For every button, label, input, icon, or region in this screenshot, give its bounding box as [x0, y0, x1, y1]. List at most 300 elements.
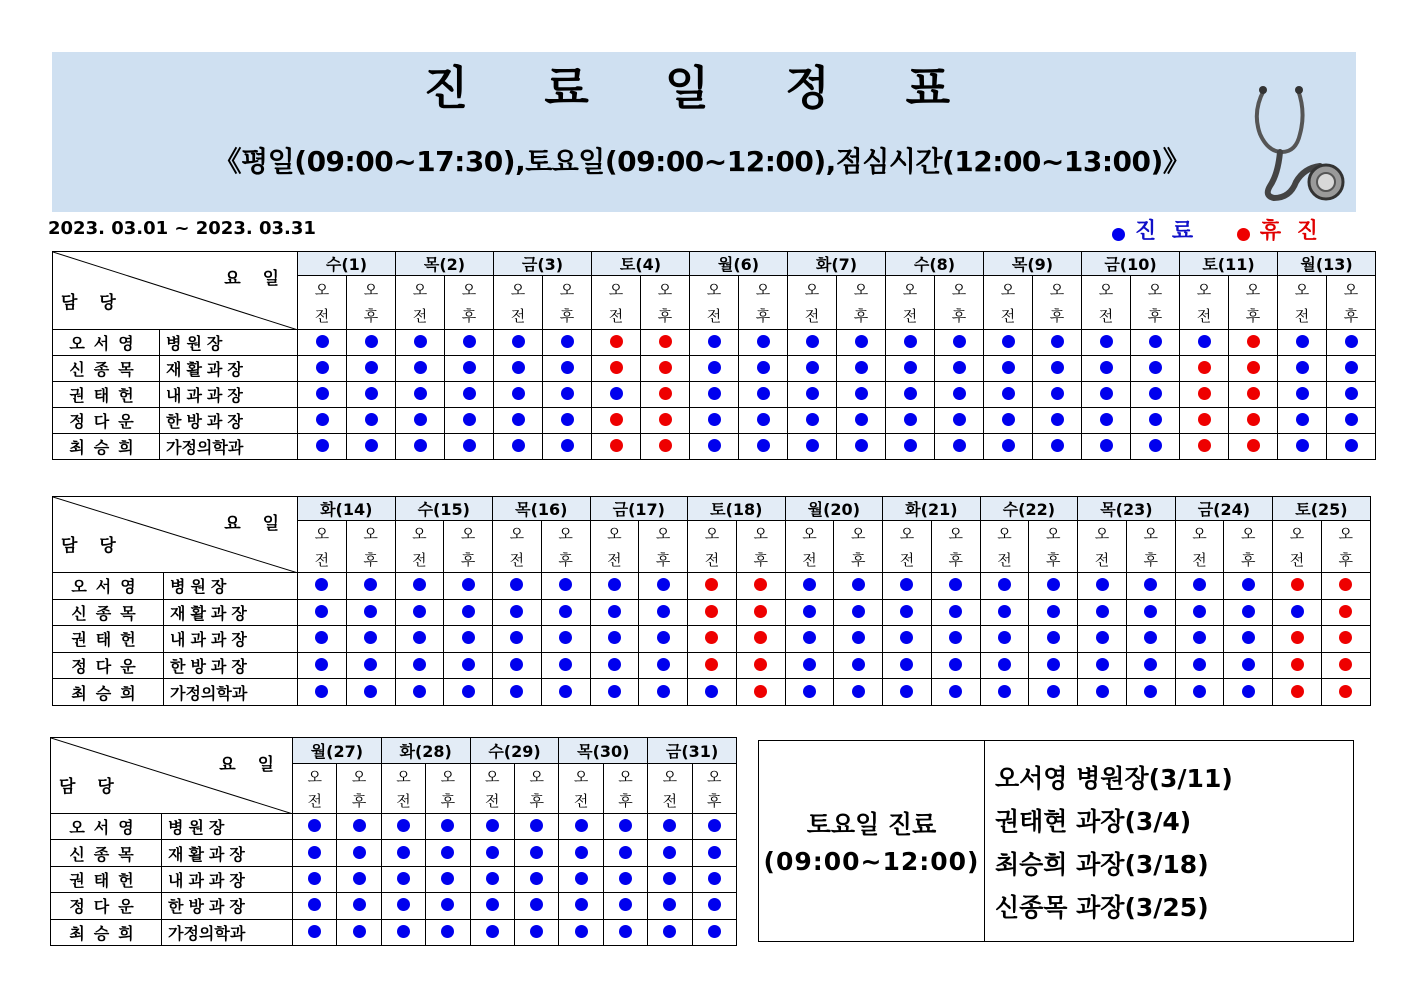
am-label: 전: [690, 303, 739, 330]
schedule-cell: [1029, 626, 1078, 653]
open-dot-icon: [365, 361, 378, 374]
schedule-cell: [444, 679, 493, 706]
day-header: 월(20): [785, 497, 883, 521]
open-dot-icon: [949, 685, 962, 698]
schedule-table-1: [52, 251, 1376, 460]
doctor-name: 정다운: [51, 893, 162, 919]
pm-label: 후: [1131, 303, 1180, 330]
am-label: 오: [883, 521, 932, 547]
pm-label: 오: [692, 764, 736, 789]
closed-dot-icon: [659, 361, 672, 374]
schedule-cell: [648, 814, 692, 840]
schedule-cell: [346, 652, 395, 679]
am-label: 전: [688, 547, 737, 573]
schedule-cell: [426, 814, 470, 840]
am-label: 오: [1273, 521, 1322, 547]
am-label: 전: [493, 547, 542, 573]
schedule-cell: [590, 652, 639, 679]
closed-dot-icon: [1291, 578, 1304, 591]
doctor-role: 가정의학과: [164, 679, 298, 706]
am-label: 전: [293, 789, 337, 814]
open-dot-icon: [463, 387, 476, 400]
open-dot-icon: [806, 387, 819, 400]
open-dot-icon: [757, 439, 770, 452]
day-header: 화(28): [381, 738, 470, 764]
schedule-cell: [1033, 330, 1082, 356]
am-label: 전: [494, 303, 543, 330]
open-dot-icon: [308, 872, 321, 885]
schedule-cell: [980, 652, 1029, 679]
schedule-cell: [395, 679, 444, 706]
schedule-cell: [541, 573, 590, 600]
schedule-cell: [692, 840, 736, 866]
am-label: 오: [470, 764, 514, 789]
open-dot-icon: [1096, 658, 1109, 671]
schedule-cell: [559, 814, 603, 840]
schedule-cell: [739, 434, 788, 460]
schedule-table-2: [52, 496, 1371, 706]
schedule-cell: [1278, 434, 1327, 460]
pm-label: 후: [1033, 303, 1082, 330]
schedule-cell: [692, 893, 736, 919]
doctor-row: [53, 330, 1376, 356]
open-dot-icon: [1144, 578, 1157, 591]
schedule-cell: [639, 599, 688, 626]
open-dot-icon: [1002, 439, 1015, 452]
open-dot-icon: [441, 898, 454, 911]
open-dot-icon: [1242, 631, 1255, 644]
legend-open-label: 진 료: [1135, 219, 1198, 244]
pm-label: 오: [639, 521, 688, 547]
am-label: 전: [590, 547, 639, 573]
open-dot-icon: [364, 685, 377, 698]
staff-label: 담 당: [59, 777, 122, 797]
day-header: 토(18): [688, 497, 786, 521]
open-dot-icon: [559, 685, 572, 698]
schedule-cell: [834, 626, 883, 653]
day-header: 목(30): [559, 738, 648, 764]
open-dot-icon: [1100, 335, 1113, 348]
schedule-cell: [603, 893, 647, 919]
open-dot-icon: [998, 685, 1011, 698]
schedule-cell: [592, 408, 641, 434]
schedule-cell: [788, 330, 837, 356]
open-dot-icon: [1096, 605, 1109, 618]
doctor-role: 가정의학과: [162, 919, 293, 945]
schedule-cell: [883, 679, 932, 706]
open-dot-icon: [561, 335, 574, 348]
day-header: 수(29): [470, 738, 559, 764]
open-dot-icon: [904, 361, 917, 374]
open-dot-icon: [904, 335, 917, 348]
schedule-cell: [886, 330, 935, 356]
open-dot-icon: [708, 413, 721, 426]
doctor-role: 재활과장: [164, 599, 298, 626]
open-dot-icon: [1051, 439, 1064, 452]
saturday-hours: (09:00~12:00): [763, 847, 980, 876]
schedule-cell: [543, 382, 592, 408]
doctor-name: 권태헌: [53, 382, 160, 408]
open-dot-icon: [803, 578, 816, 591]
schedule-cell: [1273, 573, 1322, 600]
closed-dot-icon: [1291, 685, 1304, 698]
legend-closed-label: 휴 진: [1259, 219, 1323, 244]
schedule-cell: [514, 919, 558, 945]
schedule-cell: [1224, 599, 1273, 626]
schedule-cell: [1078, 573, 1127, 600]
pm-label: 후: [346, 547, 395, 573]
open-dot-icon: [1193, 605, 1206, 618]
schedule-cell: [1327, 382, 1376, 408]
open-dot-icon: [806, 335, 819, 348]
schedule-cell: [1327, 434, 1376, 460]
pm-label: 후: [444, 547, 493, 573]
open-dot-icon: [1149, 361, 1162, 374]
schedule-cell: [1321, 573, 1370, 600]
open-dot-icon: [1193, 631, 1206, 644]
schedule-cell: [834, 652, 883, 679]
doctor-name: 권태헌: [51, 866, 162, 892]
open-dot-icon: [530, 819, 543, 832]
saturday-label-cell: [759, 741, 985, 941]
schedule-cell: [559, 919, 603, 945]
open-dot-icon: [1296, 413, 1309, 426]
am-label: 오: [980, 521, 1029, 547]
doctor-row: [53, 408, 1376, 434]
am-label: 전: [883, 547, 932, 573]
open-dot-icon: [1345, 335, 1358, 348]
schedule-cell: [837, 382, 886, 408]
open-dot-icon: [608, 658, 621, 671]
open-dot-icon: [949, 658, 962, 671]
open-dot-icon: [657, 605, 670, 618]
schedule-cell: [1180, 382, 1229, 408]
pm-label: 오: [426, 764, 470, 789]
open-dot-icon: [397, 898, 410, 911]
schedule-cell: [1327, 356, 1376, 382]
schedule-cell: [337, 814, 381, 840]
schedule-cell: [785, 679, 834, 706]
doctor-name: 최승희: [53, 679, 164, 706]
saturday-entry: 오서영 병원장(3/11): [995, 764, 1233, 793]
pm-label: 오: [739, 276, 788, 303]
open-dot-icon: [486, 872, 499, 885]
open-dot-icon: [1149, 387, 1162, 400]
doctor-name: 최승희: [51, 919, 162, 945]
open-dot-icon: [1100, 413, 1113, 426]
schedule-cell: [426, 866, 470, 892]
open-dot-icon: [1144, 658, 1157, 671]
doctor-name: 오서영: [53, 573, 164, 600]
schedule-cell: [984, 382, 1033, 408]
am-label: 전: [886, 303, 935, 330]
open-dot-icon: [608, 685, 621, 698]
schedule-cell: [935, 382, 984, 408]
open-dot-icon: [803, 631, 816, 644]
open-dot-icon: [316, 361, 329, 374]
open-dot-icon: [512, 335, 525, 348]
open-dot-icon: [1345, 439, 1358, 452]
schedule-cell: [1180, 356, 1229, 382]
schedule-cell: [688, 573, 737, 600]
open-dot-icon: [1051, 413, 1064, 426]
open-dot-icon: [757, 387, 770, 400]
schedule-cell: [1175, 679, 1224, 706]
open-dot-icon: [619, 846, 632, 859]
open-dot-icon: [1051, 335, 1064, 348]
schedule-cell: [494, 408, 543, 434]
schedule-cell: [648, 866, 692, 892]
schedule-cell: [298, 382, 347, 408]
schedule-cell: [1131, 330, 1180, 356]
schedule-cell: [470, 866, 514, 892]
pm-label: 오: [1131, 276, 1180, 303]
doctor-role: 내과과장: [160, 382, 298, 408]
am-label: 오: [493, 521, 542, 547]
schedule-cell: [590, 573, 639, 600]
schedule-cell: [984, 330, 1033, 356]
open-dot-icon: [413, 658, 426, 671]
schedule-cell: [493, 573, 542, 600]
open-dot-icon: [1096, 631, 1109, 644]
open-dot-icon: [708, 335, 721, 348]
schedule-cell: [1180, 408, 1229, 434]
open-dot-icon: [998, 658, 1011, 671]
closed-dot-icon: [1291, 631, 1304, 644]
am-label: 전: [396, 303, 445, 330]
schedule-cell: [543, 330, 592, 356]
schedule-cell: [1321, 679, 1370, 706]
schedule-cell: [514, 814, 558, 840]
schedule-cell: [592, 330, 641, 356]
open-dot-icon: [953, 335, 966, 348]
schedule-cell: [444, 573, 493, 600]
am-label: 전: [592, 303, 641, 330]
open-dot-icon: [561, 387, 574, 400]
schedule-cell: [688, 599, 737, 626]
schedule-cell: [1278, 408, 1327, 434]
closed-dot-icon: [754, 685, 767, 698]
am-label: 전: [648, 789, 692, 814]
open-dot-icon: [1047, 605, 1060, 618]
schedule-cell: [788, 356, 837, 382]
am-label: 전: [298, 547, 347, 573]
open-dot-icon: [663, 819, 676, 832]
pm-label: 오: [603, 764, 647, 789]
pm-label: 오: [1126, 521, 1175, 547]
am-label: 전: [1175, 547, 1224, 573]
closed-dot-icon: [610, 439, 623, 452]
open-dot-icon: [575, 898, 588, 911]
open-dot-icon: [512, 413, 525, 426]
schedule-cell: [298, 626, 347, 653]
open-dot-icon: [1002, 335, 1015, 348]
open-dot-icon: [364, 605, 377, 618]
schedule-cell: [1180, 434, 1229, 460]
doctor-row: [53, 599, 1371, 626]
closed-dot-icon: [1339, 578, 1352, 591]
schedule-cell: [470, 893, 514, 919]
schedule-cell: [1327, 330, 1376, 356]
schedule-cell: [298, 330, 347, 356]
schedule-cell: [1278, 382, 1327, 408]
pm-label: 후: [1321, 547, 1370, 573]
schedule-cell: [347, 382, 396, 408]
open-dot-icon: [1051, 361, 1064, 374]
schedule-cell: [1229, 434, 1278, 460]
open-dot-icon: [1296, 361, 1309, 374]
open-dot-icon: [1193, 658, 1206, 671]
schedule-cell: [639, 573, 688, 600]
day-header: 금(24): [1175, 497, 1273, 521]
open-dot-icon: [530, 846, 543, 859]
schedule-cell: [444, 652, 493, 679]
pm-label: 오: [1029, 521, 1078, 547]
schedule-cell: [1033, 408, 1082, 434]
open-dot-icon: [1112, 228, 1125, 241]
open-dot-icon: [806, 413, 819, 426]
schedule-cell: [1327, 408, 1376, 434]
schedule-cell: [886, 382, 935, 408]
open-dot-icon: [1149, 413, 1162, 426]
open-dot-icon: [353, 898, 366, 911]
pm-label: 오: [1321, 521, 1370, 547]
doctor-role: 한방과장: [164, 652, 298, 679]
schedule-cell: [648, 840, 692, 866]
doctor-row: [53, 652, 1371, 679]
open-dot-icon: [486, 898, 499, 911]
am-label: 오: [396, 276, 445, 303]
schedule-cell: [346, 599, 395, 626]
schedule-cell: [337, 893, 381, 919]
am-label: 전: [788, 303, 837, 330]
closed-dot-icon: [659, 387, 672, 400]
pm-label: 오: [736, 521, 785, 547]
doctor-role: 재활과장: [162, 840, 293, 866]
schedule-cell: [692, 866, 736, 892]
open-dot-icon: [619, 819, 632, 832]
open-dot-icon: [397, 872, 410, 885]
schedule-cell: [1033, 434, 1082, 460]
schedule-cell: [1224, 679, 1273, 706]
open-dot-icon: [1096, 685, 1109, 698]
am-label: 전: [984, 303, 1033, 330]
schedule-cell: [445, 330, 494, 356]
schedule-cell: [980, 599, 1029, 626]
closed-dot-icon: [1247, 361, 1260, 374]
open-dot-icon: [1144, 631, 1157, 644]
open-dot-icon: [441, 872, 454, 885]
schedule-cell: [298, 599, 347, 626]
am-label: 전: [298, 303, 347, 330]
open-dot-icon: [998, 631, 1011, 644]
schedule-cell: [293, 866, 337, 892]
pm-label: 오: [641, 276, 690, 303]
am-label: 오: [395, 521, 444, 547]
schedule-cell: [470, 840, 514, 866]
schedule-cell: [396, 408, 445, 434]
open-dot-icon: [463, 335, 476, 348]
schedule-cell: [1126, 679, 1175, 706]
open-dot-icon: [1100, 387, 1113, 400]
schedule-cell: [1224, 626, 1273, 653]
open-dot-icon: [806, 361, 819, 374]
pm-label: 오: [445, 276, 494, 303]
schedule-cell: [494, 356, 543, 382]
doctor-name: 신종목: [53, 599, 164, 626]
schedule-cell: [886, 356, 935, 382]
open-dot-icon: [316, 335, 329, 348]
schedule-cell: [736, 599, 785, 626]
schedule-cell: [1273, 626, 1322, 653]
schedule-cell: [541, 626, 590, 653]
closed-dot-icon: [659, 335, 672, 348]
open-dot-icon: [414, 335, 427, 348]
open-dot-icon: [855, 439, 868, 452]
open-dot-icon: [365, 335, 378, 348]
schedule-cell: [395, 652, 444, 679]
schedule-cell: [648, 919, 692, 945]
schedule-cell: [690, 330, 739, 356]
schedule-cell: [1321, 626, 1370, 653]
schedule-cell: [1078, 652, 1127, 679]
am-label: 오: [1278, 276, 1327, 303]
schedule-cell: [298, 679, 347, 706]
open-dot-icon: [315, 658, 328, 671]
open-dot-icon: [353, 846, 366, 859]
pm-label: 후: [639, 547, 688, 573]
schedule-cell: [639, 679, 688, 706]
schedule-cell: [1029, 652, 1078, 679]
open-dot-icon: [575, 819, 588, 832]
schedule-cell: [514, 893, 558, 919]
day-header: 수(22): [980, 497, 1078, 521]
schedule-cell: [980, 573, 1029, 600]
open-dot-icon: [413, 605, 426, 618]
schedule-cell: [641, 434, 690, 460]
schedule-cell: [739, 408, 788, 434]
schedule-cell: [980, 679, 1029, 706]
legend: [1112, 214, 1322, 245]
schedule-cell: [1078, 599, 1127, 626]
schedule-cell: [1175, 626, 1224, 653]
schedule-cell: [1082, 434, 1131, 460]
schedule-cell: [590, 599, 639, 626]
schedule-cell: [494, 434, 543, 460]
open-dot-icon: [308, 925, 321, 938]
open-dot-icon: [1345, 387, 1358, 400]
schedule-cell: [1229, 330, 1278, 356]
open-dot-icon: [353, 872, 366, 885]
closed-dot-icon: [1247, 439, 1260, 452]
schedule-cell: [1278, 356, 1327, 382]
doctor-name: 신종목: [53, 356, 160, 382]
doctor-role: 재활과장: [160, 356, 298, 382]
am-label: 오: [381, 764, 425, 789]
pm-label: 후: [1327, 303, 1376, 330]
open-dot-icon: [510, 578, 523, 591]
schedule-cell: [834, 679, 883, 706]
schedule-cell: [445, 356, 494, 382]
schedule-cell: [1126, 626, 1175, 653]
open-dot-icon: [904, 387, 917, 400]
open-dot-icon: [308, 819, 321, 832]
open-dot-icon: [855, 387, 868, 400]
doctor-role: 내과과장: [164, 626, 298, 653]
pm-label: 후: [834, 547, 883, 573]
schedule-cell: [736, 626, 785, 653]
schedule-cell: [426, 893, 470, 919]
